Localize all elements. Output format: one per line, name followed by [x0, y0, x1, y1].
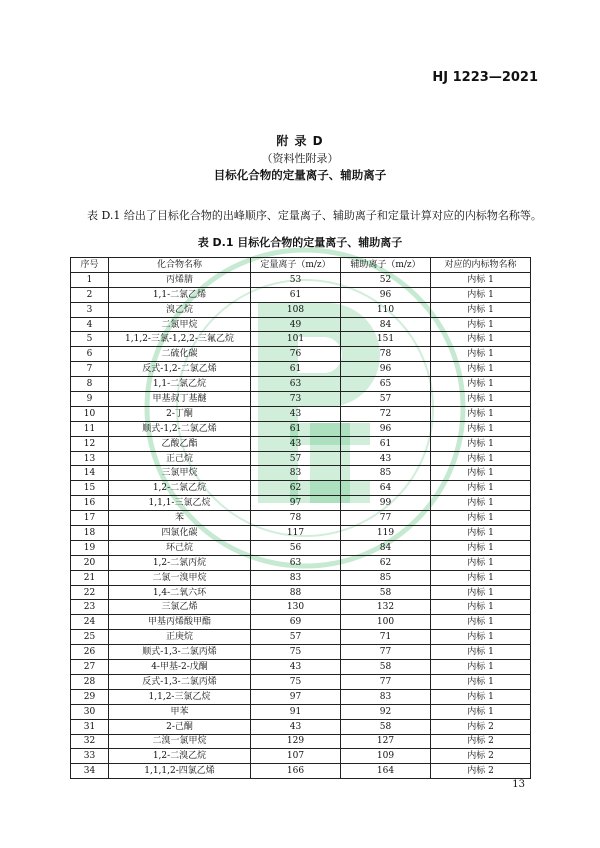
quant-ion: 49 [251, 317, 341, 332]
table-row [71, 526, 531, 541]
quant-ion: 83 [251, 466, 341, 481]
row-number: 34 [71, 764, 109, 779]
compound-name: 1,2-二氯乙烷 [109, 481, 251, 496]
table-row [71, 615, 531, 630]
internal-standard: 内标 1 [431, 392, 531, 407]
table-row [71, 570, 531, 585]
internal-standard: 内标 1 [431, 406, 531, 421]
appendix-note: （资料性附录） [261, 152, 339, 165]
aux-ion: 151 [341, 332, 431, 347]
table-row [71, 362, 531, 377]
aux-ion: 77 [341, 645, 431, 660]
row-number: 16 [71, 496, 109, 511]
internal-standard: 内标 1 [431, 377, 531, 392]
aux-ion: 43 [341, 451, 431, 466]
compound-name: 1,1-二氯乙烷 [109, 377, 251, 392]
table-row [71, 496, 531, 511]
compound-name: 正庚烷 [109, 630, 251, 645]
compound-name: 二硫化碳 [109, 347, 251, 362]
standard-code: HJ 1223—2021 [432, 70, 538, 85]
compound-name: 顺式-1,2-二氯乙烯 [109, 421, 251, 436]
table-row [71, 481, 531, 496]
compound-name: 苯 [109, 511, 251, 526]
aux-ion: 64 [341, 481, 431, 496]
row-number: 23 [71, 600, 109, 615]
aux-ion: 96 [341, 362, 431, 377]
compound-table [70, 257, 531, 779]
internal-standard: 内标 2 [431, 734, 531, 749]
row-number: 2 [71, 287, 109, 302]
row-number: 22 [71, 585, 109, 600]
internal-standard: 内标 1 [431, 555, 531, 570]
quant-ion: 78 [251, 511, 341, 526]
internal-standard: 内标 1 [431, 540, 531, 555]
aux-ion: 52 [341, 272, 431, 287]
row-number: 4 [71, 317, 109, 332]
table-row [71, 540, 531, 555]
row-number: 25 [71, 630, 109, 645]
compound-name: 甲基叔丁基醚 [109, 392, 251, 407]
quant-ion: 97 [251, 689, 341, 704]
row-number: 8 [71, 377, 109, 392]
compound-name: 三氯甲烷 [109, 466, 251, 481]
table-row [71, 689, 531, 704]
table-row [71, 466, 531, 481]
row-number: 29 [71, 689, 109, 704]
aux-ion: 61 [341, 436, 431, 451]
table-row [71, 421, 531, 436]
internal-standard: 内标 1 [431, 615, 531, 630]
aux-ion: 58 [341, 719, 431, 734]
column-header: 定量离子（m/z） [251, 258, 341, 273]
internal-standard: 内标 1 [431, 496, 531, 511]
row-number: 27 [71, 660, 109, 675]
row-number: 1 [71, 272, 109, 287]
quant-ion: 63 [251, 377, 341, 392]
table-row [71, 704, 531, 719]
column-header: 辅助离子（m/z） [341, 258, 431, 273]
internal-standard: 内标 1 [431, 630, 531, 645]
compound-name: 甲基丙烯酸甲酯 [109, 615, 251, 630]
table-row [71, 377, 531, 392]
intro-paragraph: 表 D.1 给出了目标化合物的出峰顺序、定量离子、辅助离子和定量计算对应的内标物名称等。 [87, 209, 542, 222]
compound-name: 二溴一氯甲烷 [109, 734, 251, 749]
compound-name: 甲苯 [109, 704, 251, 719]
row-number: 33 [71, 749, 109, 764]
table-row [71, 749, 531, 764]
quant-ion: 62 [251, 481, 341, 496]
row-number: 20 [71, 555, 109, 570]
aux-ion: 100 [341, 615, 431, 630]
internal-standard: 内标 1 [431, 704, 531, 719]
column-header: 化合物名称 [109, 258, 251, 273]
row-number: 10 [71, 406, 109, 421]
compound-name: 反式-1,3-二氯丙烯 [109, 674, 251, 689]
compound-name: 溴乙烷 [109, 302, 251, 317]
compound-name: 四氯化碳 [109, 526, 251, 541]
quant-ion: 43 [251, 719, 341, 734]
table-row [71, 555, 531, 570]
aux-ion: 96 [341, 421, 431, 436]
aux-ion: 62 [341, 555, 431, 570]
page-number: 13 [512, 779, 525, 790]
quant-ion: 101 [251, 332, 341, 347]
row-number: 12 [71, 436, 109, 451]
row-number: 3 [71, 302, 109, 317]
internal-standard: 内标 2 [431, 764, 531, 779]
quant-ion: 43 [251, 660, 341, 675]
table-row [71, 406, 531, 421]
internal-standard: 内标 1 [431, 302, 531, 317]
aux-ion: 99 [341, 496, 431, 511]
internal-standard: 内标 1 [431, 362, 531, 377]
aux-ion: 84 [341, 540, 431, 555]
compound-name: 丙烯腈 [109, 272, 251, 287]
quant-ion: 43 [251, 436, 341, 451]
compound-name: 2-丁酮 [109, 406, 251, 421]
internal-standard: 内标 1 [431, 660, 531, 675]
quant-ion: 57 [251, 451, 341, 466]
internal-standard: 内标 1 [431, 511, 531, 526]
quant-ion: 88 [251, 585, 341, 600]
aux-ion: 119 [341, 526, 431, 541]
quant-ion: 76 [251, 347, 341, 362]
compound-name: 顺式-1,3-二氯丙烯 [109, 645, 251, 660]
internal-standard: 内标 1 [431, 600, 531, 615]
compound-name: 4-甲基-2-戊酮 [109, 660, 251, 675]
quant-ion: 130 [251, 600, 341, 615]
aux-ion: 84 [341, 317, 431, 332]
internal-standard: 内标 1 [431, 451, 531, 466]
internal-standard: 内标 1 [431, 421, 531, 436]
row-number: 13 [71, 451, 109, 466]
quant-ion: 61 [251, 421, 341, 436]
aux-ion: 109 [341, 749, 431, 764]
internal-standard: 内标 1 [431, 436, 531, 451]
row-number: 30 [71, 704, 109, 719]
aux-ion: 57 [341, 392, 431, 407]
compound-name: 1,2-二溴乙烷 [109, 749, 251, 764]
quant-ion: 97 [251, 496, 341, 511]
table-row [71, 719, 531, 734]
row-number: 15 [71, 481, 109, 496]
row-number: 21 [71, 570, 109, 585]
table-row [71, 630, 531, 645]
aux-ion: 85 [341, 466, 431, 481]
quant-ion: 91 [251, 704, 341, 719]
aux-ion: 110 [341, 302, 431, 317]
quant-ion: 75 [251, 674, 341, 689]
row-number: 19 [71, 540, 109, 555]
table-row [71, 332, 531, 347]
table-row [71, 436, 531, 451]
internal-standard: 内标 1 [431, 674, 531, 689]
row-number: 7 [71, 362, 109, 377]
aux-ion: 58 [341, 585, 431, 600]
compound-name: 正己烷 [109, 451, 251, 466]
quant-ion: 108 [251, 302, 341, 317]
aux-ion: 77 [341, 511, 431, 526]
column-header: 对应的内标物名称 [431, 258, 531, 273]
internal-standard: 内标 1 [431, 689, 531, 704]
table-row [71, 451, 531, 466]
compound-name: 乙酸乙酯 [109, 436, 251, 451]
aux-ion: 71 [341, 630, 431, 645]
table-row [71, 302, 531, 317]
internal-standard: 内标 1 [431, 347, 531, 362]
table-row [71, 645, 531, 660]
row-number: 14 [71, 466, 109, 481]
quant-ion: 83 [251, 570, 341, 585]
table-row [71, 585, 531, 600]
quant-ion: 43 [251, 406, 341, 421]
quant-ion: 129 [251, 734, 341, 749]
aux-ion: 72 [341, 406, 431, 421]
compound-name: 二氯甲烷 [109, 317, 251, 332]
compound-name: 环己烷 [109, 540, 251, 555]
aux-ion: 78 [341, 347, 431, 362]
internal-standard: 内标 1 [431, 317, 531, 332]
internal-standard: 内标 1 [431, 585, 531, 600]
row-number: 26 [71, 645, 109, 660]
column-header: 序号 [71, 258, 109, 273]
internal-standard: 内标 1 [431, 466, 531, 481]
row-number: 9 [71, 392, 109, 407]
table-caption: 表 D.1 目标化合物的定量离子、辅助离子 [197, 236, 403, 249]
internal-standard: 内标 1 [431, 645, 531, 660]
row-number: 31 [71, 719, 109, 734]
internal-standard: 内标 1 [431, 570, 531, 585]
table-row [71, 287, 531, 302]
compound-name: 2-己酮 [109, 719, 251, 734]
row-number: 32 [71, 734, 109, 749]
row-number: 18 [71, 526, 109, 541]
aux-ion: 65 [341, 377, 431, 392]
table-row [71, 272, 531, 287]
compound-name: 1,2-二氯丙烷 [109, 555, 251, 570]
internal-standard: 内标 1 [431, 526, 531, 541]
row-number: 28 [71, 674, 109, 689]
aux-ion: 96 [341, 287, 431, 302]
aux-ion: 85 [341, 570, 431, 585]
row-number: 11 [71, 421, 109, 436]
quant-ion: 107 [251, 749, 341, 764]
compound-name: 1,1,1-三氯乙烷 [109, 496, 251, 511]
table-row [71, 674, 531, 689]
table-row [71, 600, 531, 615]
row-number: 17 [71, 511, 109, 526]
quant-ion: 53 [251, 272, 341, 287]
compound-name: 1,1-二氯乙烯 [109, 287, 251, 302]
table-row [71, 734, 531, 749]
table-row [71, 764, 531, 779]
aux-ion: 92 [341, 704, 431, 719]
quant-ion: 56 [251, 540, 341, 555]
table-row [71, 392, 531, 407]
appendix-subtitle: 目标化合物的定量离子、辅助离子 [213, 168, 387, 182]
compound-name: 三氯乙烯 [109, 600, 251, 615]
quant-ion: 63 [251, 555, 341, 570]
table-row [71, 317, 531, 332]
quant-ion: 69 [251, 615, 341, 630]
internal-standard: 内标 2 [431, 719, 531, 734]
row-number: 6 [71, 347, 109, 362]
internal-standard: 内标 2 [431, 749, 531, 764]
appendix-title: 附 录 D [276, 134, 324, 148]
quant-ion: 75 [251, 645, 341, 660]
quant-ion: 166 [251, 764, 341, 779]
row-number: 24 [71, 615, 109, 630]
quant-ion: 61 [251, 362, 341, 377]
compound-name: 反式-1,2-二氯乙烯 [109, 362, 251, 377]
compound-name: 二氯一溴甲烷 [109, 570, 251, 585]
aux-ion: 164 [341, 764, 431, 779]
compound-name: 1,4-二氧六环 [109, 585, 251, 600]
internal-standard: 内标 1 [431, 332, 531, 347]
internal-standard: 内标 1 [431, 481, 531, 496]
aux-ion: 83 [341, 689, 431, 704]
table-row [71, 347, 531, 362]
table-header-row [71, 258, 531, 273]
aux-ion: 132 [341, 600, 431, 615]
aux-ion: 58 [341, 660, 431, 675]
aux-ion: 77 [341, 674, 431, 689]
quant-ion: 61 [251, 287, 341, 302]
aux-ion: 127 [341, 734, 431, 749]
internal-standard: 内标 1 [431, 272, 531, 287]
quant-ion: 73 [251, 392, 341, 407]
quant-ion: 57 [251, 630, 341, 645]
table-row [71, 511, 531, 526]
compound-name: 1,1,2-三氯乙烷 [109, 689, 251, 704]
internal-standard: 内标 1 [431, 287, 531, 302]
table-row [71, 660, 531, 675]
compound-name: 1,1,1,2-四氯乙烯 [109, 764, 251, 779]
row-number: 5 [71, 332, 109, 347]
compound-name: 1,1,2-三氯-1,2,2-三氟乙烷 [109, 332, 251, 347]
quant-ion: 117 [251, 526, 341, 541]
